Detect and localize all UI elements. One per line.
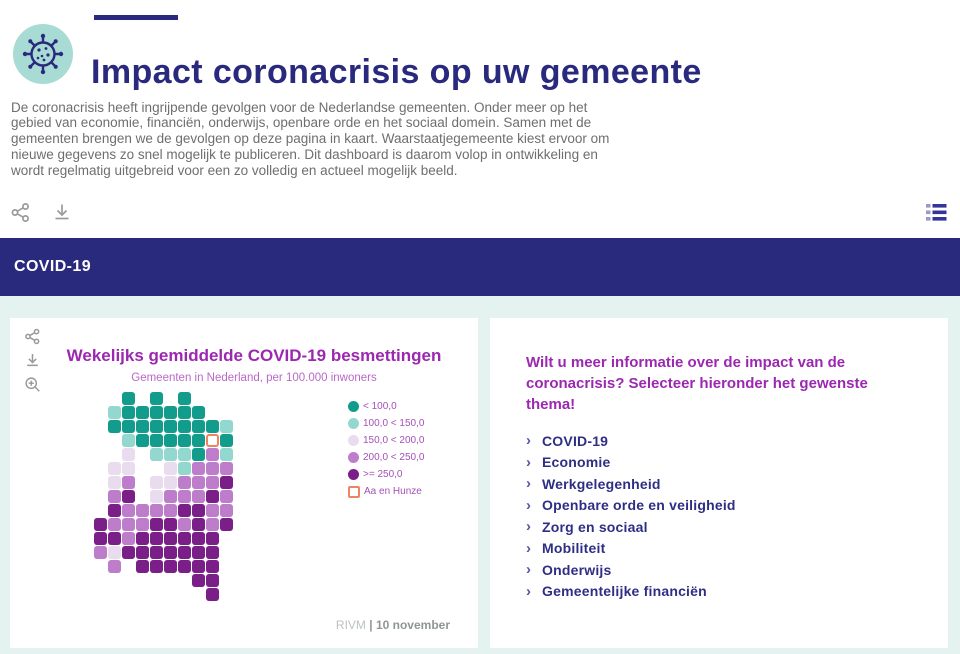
municipality-cell [136,434,149,447]
legend-item [348,466,424,483]
legend-item [348,415,424,432]
theme-link-mobiliteit[interactable] [526,538,948,560]
municipality-cell [94,546,107,559]
municipality-cell [108,406,121,419]
municipality-cell [220,504,233,517]
theme-link-covid-19[interactable] [526,430,948,452]
municipality-cell [150,490,163,503]
theme-link-label: Economie [542,454,611,471]
municipality-cell [108,518,121,531]
section-banner [0,238,960,296]
download-icon[interactable] [24,352,41,369]
zoom-in-icon[interactable] [24,376,41,393]
legend-swatch [348,452,359,463]
legend-label: Aa en Hunze [364,486,422,497]
municipality-cell [178,560,191,573]
municipality-cell [108,462,121,475]
map-source: RIVM | 10 november [335,618,450,632]
share-icon[interactable] [24,328,41,345]
legend-label: 150,0 < 200,0 [363,435,425,446]
map-subtitle: Gemeenten in Nederland, per 100.000 inwoners [131,372,377,384]
municipality-cell [192,476,205,489]
municipality-cell [136,560,149,573]
municipality-cell [164,462,177,475]
municipality-cell [108,546,121,559]
municipality-cell [108,532,121,545]
theme-link-werkgelegenheid[interactable] [526,473,948,495]
municipality-cell [206,560,219,573]
municipality-cell [220,434,233,447]
theme-link-onderwijs[interactable] [526,559,948,581]
municipality-cell [192,490,205,503]
legend-label: 200,0 < 250,0 [363,452,425,463]
chevron-right-icon: › [526,432,531,450]
municipality-cell [150,406,163,419]
municipality-cell [164,532,177,545]
source-name: RIVM [335,618,366,632]
virus-logo-icon [13,24,73,84]
intro-text: De coronacrisis heeft ingrijpende gevolgen voor de Nederlandse gemeenten. Onder meer op het gebied van economie, financiën, onderwijs, openbare orde en het sociaal domein. Samen met de gemeenten brengen we de gevolgen op deze pagina in kaart. Waarstaatjegemeente kiest ervoor om nieuwe gegevens zo snel mogelijk te publiceren. Dit dashboard is daarom volop in ontwikkeling en wordt regelmatig uitgebreid voor een zo volledig en actueel mogelijk beeld. [11,99,610,178]
municipality-cell [178,434,191,447]
legend-item [348,449,424,466]
municipality-cell [164,420,177,433]
netherlands-choropleth-map[interactable] [94,392,276,602]
municipality-cell [164,518,177,531]
chevron-right-icon: › [526,475,531,493]
municipality-cell [192,574,205,587]
municipality-cell [136,546,149,559]
municipality-cell [178,462,191,475]
municipality-cell [122,420,135,433]
municipality-cell [178,392,191,405]
municipality-cell [178,420,191,433]
municipality-cell [150,518,163,531]
title-accent-line [94,15,178,20]
municipality-cell [150,420,163,433]
download-icon[interactable] [52,202,72,223]
municipality-cell [206,448,219,461]
municipality-cell [206,574,219,587]
municipality-cell [178,518,191,531]
municipality-cell [150,560,163,573]
legend-swatch [348,486,360,498]
municipality-cell [164,504,177,517]
municipality-cell [206,490,219,503]
municipality-cell [178,406,191,419]
legend-item [348,483,424,500]
municipality-cell [108,490,121,503]
municipality-cell [220,518,233,531]
municipality-cell [192,504,205,517]
chevron-right-icon: › [526,496,531,514]
municipality-cell [178,490,191,503]
legend-label: >= 250,0 [363,469,403,480]
municipality-cell [206,532,219,545]
municipality-cell [136,406,149,419]
legend-label: 100,0 < 150,0 [363,418,425,429]
chevron-right-icon: › [526,518,531,536]
section-banner-label: COVID-19 [14,258,91,275]
municipality-cell [94,532,107,545]
municipality-cell [164,434,177,447]
themes-heading: Wilt u meer informatie over de impact van de coronacrisis? Selecteer hieronder het gewenste thema! [526,354,868,413]
municipality-cell [192,406,205,419]
theme-link-label: Openbare orde en veiligheid [542,497,736,514]
municipality-cell [150,448,163,461]
legend-label: < 100,0 [363,401,397,412]
municipality-cell [164,490,177,503]
legend-swatch [348,435,359,446]
municipality-cell [108,476,121,489]
municipality-cell [192,420,205,433]
map-legend [348,398,424,500]
theme-link-label: Werkgelegenheid [542,475,661,492]
content-area [0,296,960,654]
chevron-right-icon: › [526,453,531,471]
theme-link-label: Gemeentelijke financiën [542,583,707,600]
municipality-cell [178,476,191,489]
municipality-cell [136,504,149,517]
municipality-cell [150,392,163,405]
chevron-right-icon: › [526,582,531,600]
municipality-cell [136,532,149,545]
chevron-right-icon: › [526,539,531,557]
municipality-cell [150,546,163,559]
municipality-cell [192,518,205,531]
municipality-cell [178,532,191,545]
theme-link-openbare-orde-en-veiligheid[interactable] [526,495,948,517]
map-card [10,318,478,648]
theme-link-label: Zorg en sociaal [542,518,648,535]
legend-swatch [348,469,359,480]
municipality-cell [220,420,233,433]
municipality-cell [206,546,219,559]
municipality-cell [108,420,121,433]
legend-item [348,398,424,415]
municipality-cell [150,532,163,545]
theme-link-label: Onderwijs [542,561,612,578]
municipality-cell [206,588,219,601]
municipality-cell [206,420,219,433]
municipality-cell [122,462,135,475]
municipality-cell [108,504,121,517]
municipality-cell [122,476,135,489]
municipality-cell [178,448,191,461]
theme-link-economie[interactable] [526,452,948,474]
page-title: Impact coronacrisis op uw gemeente [91,52,702,91]
municipality-cell [150,504,163,517]
municipality-cell [206,476,219,489]
municipality-cell [122,406,135,419]
municipality-cell [220,490,233,503]
municipality-cell [122,392,135,405]
municipality-cell [164,448,177,461]
municipality-cell [164,560,177,573]
share-icon[interactable] [10,202,31,223]
municipality-cell [220,448,233,461]
municipality-cell [192,546,205,559]
legend-item [348,432,424,449]
theme-link-gemeentelijke-financi-n[interactable] [526,581,948,603]
themes-card [490,318,948,648]
theme-link-label: COVID-19 [542,432,609,449]
municipality-cell [108,560,121,573]
municipality-cell [164,546,177,559]
source-date: 10 november [375,618,450,632]
municipality-cell [220,462,233,475]
municipality-cell [122,448,135,461]
municipality-cell [150,476,163,489]
legend-swatch [348,401,359,412]
municipality-cell [122,504,135,517]
municipality-cell [150,434,163,447]
municipality-cell [192,434,205,447]
municipality-cell [206,462,219,475]
municipality-cell [136,420,149,433]
municipality-cell [192,560,205,573]
municipality-cell [192,448,205,461]
municipality-cell-highlight [206,434,219,447]
municipality-cell [122,546,135,559]
theme-list [526,430,948,602]
municipality-cell [192,532,205,545]
municipality-cell [206,504,219,517]
municipality-cell [178,546,191,559]
theme-link-label: Mobiliteit [542,540,606,557]
municipality-cell [122,434,135,447]
list-icon[interactable] [926,203,947,222]
municipality-cell [122,532,135,545]
municipality-cell [220,476,233,489]
chevron-right-icon: › [526,561,531,579]
map-title: Wekelijks gemiddelde COVID-19 besmettingen [66,346,442,365]
municipality-cell [206,518,219,531]
municipality-cell [122,518,135,531]
municipality-cell [136,518,149,531]
municipality-cell [122,490,135,503]
theme-link-zorg-en-sociaal[interactable] [526,516,948,538]
municipality-cell [192,462,205,475]
legend-swatch [348,418,359,429]
municipality-cell [164,406,177,419]
municipality-cell [164,476,177,489]
page-header [0,0,960,238]
municipality-cell [94,518,107,531]
municipality-cell [178,504,191,517]
